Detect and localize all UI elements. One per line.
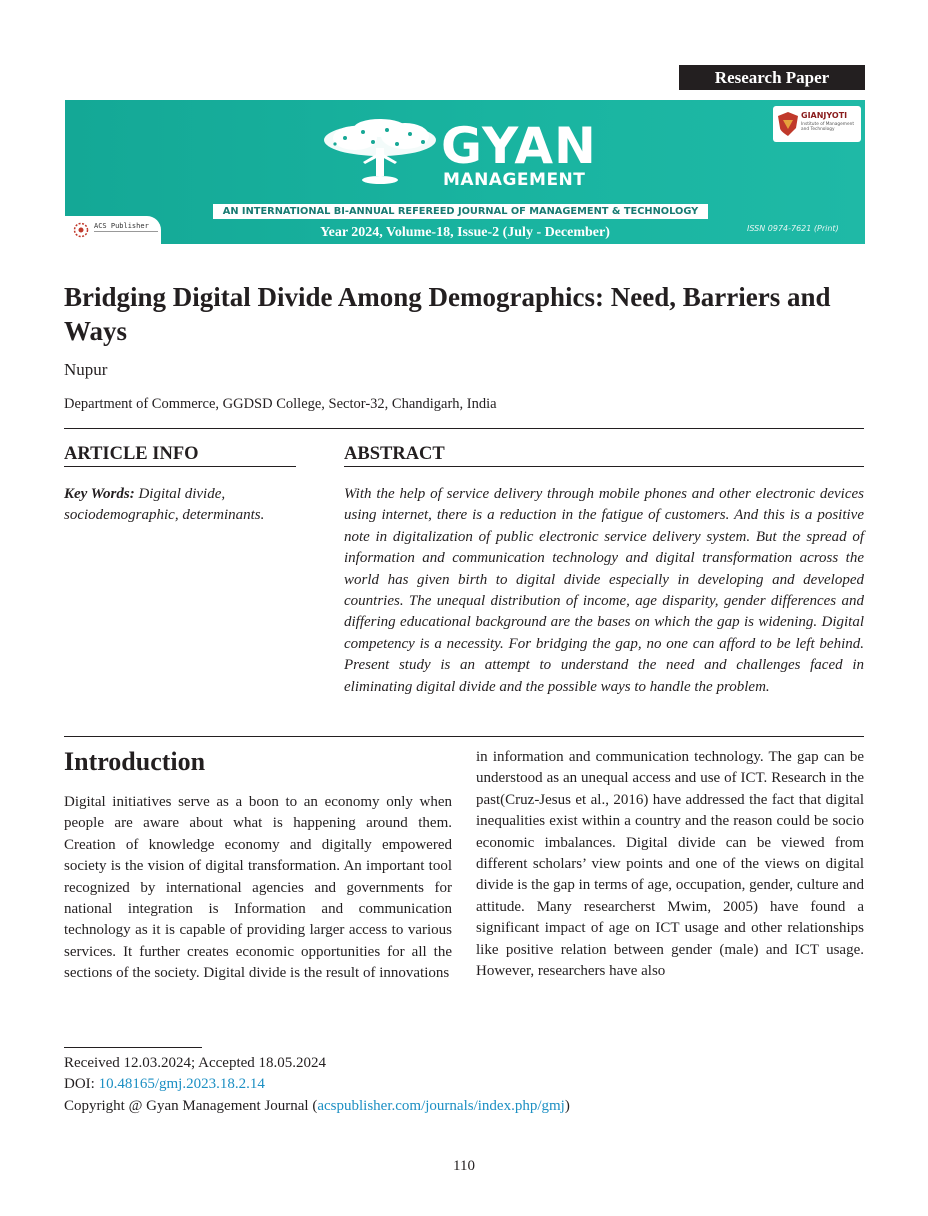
introduction-column-left: Digital initiatives serve as a boon to an economy only when people are aware about what is happening around them. Creation of knowledge economy and digitally empowered society is the vision of digital transformation. An important tool recognized by international agencies and governments for national integration is Information and communication technology as it is capable of providing larger access to various services. It further creates economic opportunities for all the sections of the society. Digital divide is the result of innovations xyxy=(64,794,452,982)
copyright-line xyxy=(64,1096,864,1117)
received-dates: Received 12.03.2024; Accepted 18.05.2024 xyxy=(64,1055,327,1071)
introduction-heading: Introduction xyxy=(64,747,206,776)
article-title: Bridging Digital Divide Among Demographics: Need, Barriers and Ways xyxy=(64,282,831,346)
page-number: 110 xyxy=(453,1158,475,1174)
article-info-heading: ARTICLE INFO xyxy=(64,443,296,467)
keywords-text: Digital divide, sociodemographic, determinants. xyxy=(64,486,265,524)
abstract-text: With the help of service delivery through mobile phones and other electronic devices using internet, there is a reduction in the fatigue of customers. And this is a positive note in digitalization of public electronic service delivery system. But the spread of information and communication technology and digital transformation across the world has given birth to digital divide especially in developing and developed countries. The unequal distribution of income, age disparity, gender differences and differing educational background are the bases on which the gap is widening. Digital competency is a necessity. For bridging the gap, no one can afford to be left behind. Present study is an attempt to understand the need and challenges faced in eliminating digital divide and the possible ways to handle the problem. xyxy=(344,486,864,695)
affiliation: Department of Commerce, GGDSD College, Sector-32, Chandigarh, India xyxy=(64,396,497,412)
publisher-badge xyxy=(65,216,161,244)
institute-subtitle: Institute of Management and Technology xyxy=(801,122,855,132)
publisher-logo-icon xyxy=(73,222,89,238)
doi-link[interactable]: 10.48165/gmj.2023.18.2.14 xyxy=(98,1076,265,1092)
doi-line xyxy=(64,1074,864,1095)
institute-logo xyxy=(773,106,861,142)
journal-strapline: AN INTERNATIONAL BI-ANNUAL REFEREED JOURNAL OF MANAGEMENT & TECHNOLOGY xyxy=(213,204,708,219)
abstract-heading: ABSTRACT xyxy=(344,443,864,467)
journal-url-link[interactable]: acspublisher.com/journals/index.php/gmj xyxy=(317,1098,565,1114)
institute-name: GIANJYOTI xyxy=(801,111,848,120)
issn: ISSN 0974-7621 (Print) xyxy=(747,224,839,233)
doi-label: DOI: xyxy=(64,1076,95,1092)
author: Nupur xyxy=(64,360,108,379)
publisher-name: ACS Publisher xyxy=(94,222,149,230)
copyright-close: ) xyxy=(564,1098,570,1114)
issue-info: Year 2024, Volume-18, Issue-2 (July - December) xyxy=(320,225,610,240)
shield-icon xyxy=(777,111,799,137)
keywords xyxy=(64,484,296,527)
copyright-text: Copyright @ Gyan Management Journal ( xyxy=(64,1098,318,1114)
journal-name: GYAN xyxy=(441,117,597,175)
journal-subname: MANAGEMENT xyxy=(443,170,586,190)
keywords-label: Key Words: xyxy=(64,486,135,502)
journal-banner xyxy=(65,100,865,244)
tree-logo-icon xyxy=(315,118,445,188)
divider xyxy=(64,736,864,737)
publisher-underline xyxy=(94,231,158,237)
footnote-rule xyxy=(64,1047,202,1048)
divider xyxy=(64,428,864,429)
article-type-badge: Research Paper xyxy=(679,65,865,90)
introduction-column-right: in information and communication technology. The gap can be understood as an unequal access and use of ICT. Research in the past(Cruz-Jesus et al., 2016) have addressed the fact that digital inequalities exist within a country and the reason could be socio economic imbalances. Digital divide can be viewed from different scholars’ view points and one of the views on digital divide is the gap in terms of age, occupation, gender, culture and attitude. Many researcherst Mwim, 2005) have found a significant impact of age on ICT usage and other relationships like positive relation between gender (male) and ICT usage. However, researchers have also xyxy=(476,749,864,980)
